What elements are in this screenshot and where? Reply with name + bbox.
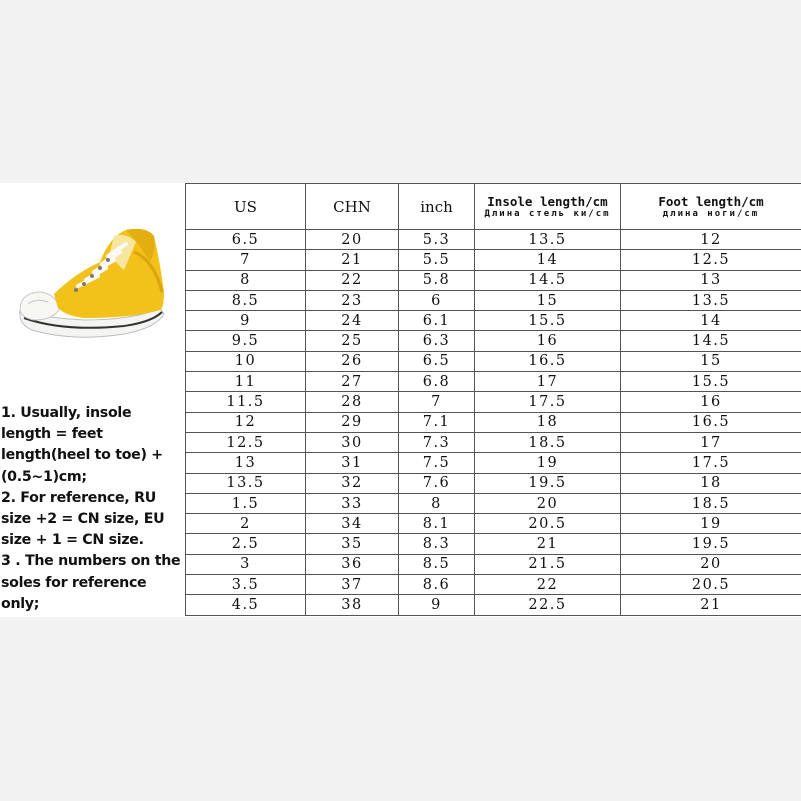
table-cell: 24	[306, 311, 399, 331]
table-cell: 6.5	[399, 351, 475, 371]
table-cell: 32	[306, 473, 399, 493]
table-cell: 3.5	[186, 575, 306, 595]
table-cell: 31	[306, 453, 399, 473]
table-row	[186, 595, 801, 615]
table-cell: 14.5	[475, 270, 621, 290]
table-row	[186, 250, 801, 270]
table-cell: 8.3	[399, 534, 475, 554]
header-chn: CHN	[306, 184, 399, 230]
yellow-sneaker-image	[14, 222, 174, 352]
table-cell: 38	[306, 595, 399, 615]
table-row	[186, 392, 801, 412]
table-cell: 21.5	[475, 554, 621, 574]
table-cell: 11	[186, 372, 306, 392]
table-cell: 13.5	[621, 290, 801, 310]
table-cell: 22.5	[475, 595, 621, 615]
table-cell: 2.5	[186, 534, 306, 554]
table-cell: 19.5	[475, 473, 621, 493]
table-cell: 27	[306, 372, 399, 392]
table-cell: 20.5	[475, 514, 621, 534]
table-row	[186, 270, 801, 290]
table-cell: 5.3	[399, 230, 475, 250]
table-cell: 7	[186, 250, 306, 270]
table-row	[186, 514, 801, 534]
table-cell: 14	[475, 250, 621, 270]
table-cell: 1.5	[186, 493, 306, 513]
table-cell: 30	[306, 432, 399, 452]
table-cell: 29	[306, 412, 399, 432]
table-cell: 6.8	[399, 372, 475, 392]
table-cell: 19.5	[621, 534, 801, 554]
table-cell: 12.5	[186, 432, 306, 452]
table-cell: 22	[306, 270, 399, 290]
table-header-row	[186, 184, 801, 230]
table-row	[186, 372, 801, 392]
table-cell: 3	[186, 554, 306, 574]
table-row	[186, 432, 801, 452]
table-cell: 15	[475, 290, 621, 310]
table-row	[186, 351, 801, 371]
table-row	[186, 453, 801, 473]
table-row	[186, 230, 801, 250]
table-cell: 8.5	[399, 554, 475, 574]
table-cell: 20	[621, 554, 801, 574]
table-cell: 15.5	[621, 372, 801, 392]
table-cell: 20.5	[621, 575, 801, 595]
table-cell: 15	[621, 351, 801, 371]
header-foot-length: Foot length/cm длина ноги/cm	[621, 184, 801, 230]
table-cell: 14.5	[621, 331, 801, 351]
table-cell: 13.5	[186, 473, 306, 493]
table-cell: 25	[306, 331, 399, 351]
table-row	[186, 534, 801, 554]
table-cell: 16.5	[475, 351, 621, 371]
table-cell: 17.5	[475, 392, 621, 412]
table-cell: 6.5	[186, 230, 306, 250]
table-cell: 35	[306, 534, 399, 554]
table-row	[186, 412, 801, 432]
table-cell: 9	[399, 595, 475, 615]
table-cell: 11.5	[186, 392, 306, 412]
table-cell: 17	[475, 372, 621, 392]
table-cell: 16	[621, 392, 801, 412]
table-cell: 7.3	[399, 432, 475, 452]
table-cell: 18	[475, 412, 621, 432]
table-cell: 22	[475, 575, 621, 595]
table-cell: 20	[475, 493, 621, 513]
table-cell: 16.5	[621, 412, 801, 432]
table-cell: 12.5	[621, 250, 801, 270]
table-cell: 8	[186, 270, 306, 290]
table-cell: 10	[186, 351, 306, 371]
table-cell: 20	[306, 230, 399, 250]
table-cell: 21	[475, 534, 621, 554]
table-cell: 8.5	[186, 290, 306, 310]
table-cell: 7.5	[399, 453, 475, 473]
table-cell: 5.5	[399, 250, 475, 270]
table-cell: 8	[399, 493, 475, 513]
table-cell: 26	[306, 351, 399, 371]
table-cell: 4.5	[186, 595, 306, 615]
table-cell: 7.6	[399, 473, 475, 493]
header-us: US	[186, 184, 306, 230]
table-cell: 23	[306, 290, 399, 310]
table-cell: 34	[306, 514, 399, 534]
table-cell: 6.1	[399, 311, 475, 331]
header-inch: inch	[399, 184, 475, 230]
table-row	[186, 311, 801, 331]
header-insole-length: Insole length/cm Длина стель ки/cm	[475, 184, 621, 230]
table-cell: 13	[621, 270, 801, 290]
table-row	[186, 331, 801, 351]
table-cell: 5.8	[399, 270, 475, 290]
table-row	[186, 290, 801, 310]
table-cell: 33	[306, 493, 399, 513]
table-cell: 15.5	[475, 311, 621, 331]
table-row	[186, 493, 801, 513]
table-cell: 37	[306, 575, 399, 595]
table-cell: 18.5	[475, 432, 621, 452]
table-cell: 8.1	[399, 514, 475, 534]
table-cell: 8.6	[399, 575, 475, 595]
table-row	[186, 554, 801, 574]
table-cell: 13.5	[475, 230, 621, 250]
table-cell: 14	[621, 311, 801, 331]
table-cell: 13	[186, 453, 306, 473]
table-cell: 19	[621, 514, 801, 534]
table-cell: 9.5	[186, 331, 306, 351]
table-cell: 6.3	[399, 331, 475, 351]
table-cell: 17	[621, 432, 801, 452]
table-cell: 36	[306, 554, 399, 574]
table-cell: 19	[475, 453, 621, 473]
table-cell: 18.5	[621, 493, 801, 513]
table-cell: 18	[621, 473, 801, 493]
table-cell: 12	[186, 412, 306, 432]
table-cell: 28	[306, 392, 399, 412]
table-cell: 16	[475, 331, 621, 351]
table-cell: 7	[399, 392, 475, 412]
table-cell: 21	[621, 595, 801, 615]
size-notes: 1. Usually, insole length = feet length(heel to toe) + (0.5~1)cm; 2. For reference, RU size +2 = CN size, EU size + 1 = CN size. 3 . The numbers on the soles for reference only;	[1, 405, 181, 612]
table-cell: 12	[621, 230, 801, 250]
table-cell: 17.5	[621, 453, 801, 473]
table-cell: 9	[186, 311, 306, 331]
table-cell: 7.1	[399, 412, 475, 432]
table-cell: 6	[399, 290, 475, 310]
table-cell: 2	[186, 514, 306, 534]
table-row	[186, 473, 801, 493]
size-chart-table	[185, 183, 801, 616]
table-row	[186, 575, 801, 595]
table-cell: 21	[306, 250, 399, 270]
